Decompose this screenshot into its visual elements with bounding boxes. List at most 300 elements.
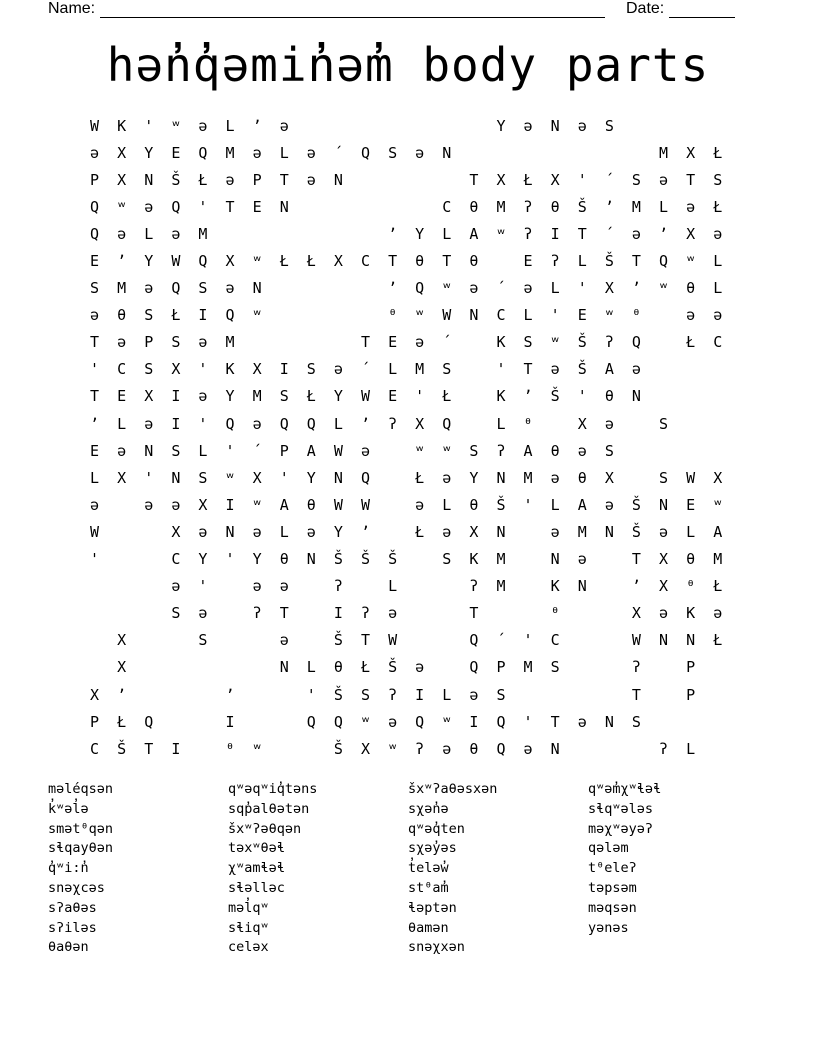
grid-cell[interactable]: ə [144, 197, 154, 216]
grid-cell[interactable]: θ [306, 495, 316, 514]
grid-cell[interactable]: X [171, 360, 181, 379]
grid-cell[interactable] [704, 735, 731, 762]
grid-cell[interactable] [135, 546, 162, 573]
grid-cell[interactable]: N [333, 468, 343, 487]
grid-cell[interactable]: ə [279, 116, 289, 135]
grid-cell[interactable]: N [604, 522, 614, 541]
grid-cell[interactable]: Y [252, 550, 262, 569]
grid-cell[interactable]: ə [577, 441, 587, 460]
grid-cell[interactable]: θ [686, 279, 696, 298]
grid-cell[interactable]: ə [415, 495, 425, 514]
grid-cell[interactable]: Ł [686, 333, 696, 352]
grid-cell[interactable]: E [117, 387, 127, 406]
grid-cell[interactable]: ʔ [659, 739, 669, 758]
grid-cell[interactable]: ə [252, 577, 262, 596]
grid-cell[interactable]: T [523, 360, 533, 379]
grid-cell[interactable] [271, 220, 298, 247]
grid-cell[interactable] [569, 654, 596, 681]
grid-cell[interactable] [216, 220, 243, 247]
grid-cell[interactable]: C [496, 306, 506, 325]
grid-cell[interactable]: ə [306, 522, 316, 541]
grid-cell[interactable] [379, 193, 406, 220]
grid-cell[interactable]: Y [225, 387, 235, 406]
grid-cell[interactable]: S [713, 170, 723, 189]
grid-cell[interactable]: M [496, 197, 506, 216]
grid-cell[interactable]: ' [306, 685, 316, 704]
grid-cell[interactable] [569, 627, 596, 654]
grid-cell[interactable] [650, 654, 677, 681]
grid-cell[interactable]: ə [604, 414, 614, 433]
grid-cell[interactable]: W [388, 631, 398, 650]
grid-cell[interactable] [460, 383, 487, 410]
grid-cell[interactable] [704, 681, 731, 708]
grid-cell[interactable]: S [631, 712, 641, 731]
grid-cell[interactable] [433, 166, 460, 193]
grid-cell[interactable]: ə [198, 116, 208, 135]
grid-cell[interactable] [325, 329, 352, 356]
grid-cell[interactable]: K [496, 387, 506, 406]
grid-cell[interactable]: ə [713, 306, 723, 325]
grid-cell[interactable]: N [225, 522, 235, 541]
grid-cell[interactable]: I [469, 712, 479, 731]
grid-cell[interactable] [352, 166, 379, 193]
grid-cell[interactable] [406, 600, 433, 627]
grid-cell[interactable] [406, 573, 433, 600]
grid-cell[interactable] [81, 573, 108, 600]
grid-cell[interactable]: Y [144, 252, 154, 271]
grid-cell[interactable]: ə [171, 577, 181, 596]
grid-cell[interactable] [542, 139, 569, 166]
grid-cell[interactable]: E [388, 387, 398, 406]
grid-cell[interactable]: ' [523, 712, 533, 731]
grid-cell[interactable]: Š [171, 170, 181, 189]
grid-cell[interactable]: X [117, 631, 127, 650]
grid-cell[interactable] [108, 600, 135, 627]
grid-cell[interactable] [487, 247, 514, 274]
grid-cell[interactable] [460, 410, 487, 437]
grid-cell[interactable]: S [360, 685, 370, 704]
grid-cell[interactable]: ʔ [415, 739, 425, 758]
grid-cell[interactable]: ' [415, 387, 425, 406]
grid-cell[interactable]: Š [333, 739, 343, 758]
grid-cell[interactable]: N [279, 197, 289, 216]
grid-cell[interactable] [596, 627, 623, 654]
grid-cell[interactable] [244, 654, 271, 681]
grid-cell[interactable]: Y [496, 116, 506, 135]
grid-cell[interactable]: A [523, 441, 533, 460]
grid-cell[interactable] [650, 708, 677, 735]
grid-cell[interactable]: ʷ [442, 712, 452, 731]
grid-cell[interactable]: ' [496, 360, 506, 379]
grid-cell[interactable] [406, 546, 433, 573]
grid-cell[interactable]: A [604, 360, 614, 379]
grid-cell[interactable]: ʼ [117, 252, 127, 271]
grid-cell[interactable]: X [686, 224, 696, 243]
grid-cell[interactable]: L [117, 414, 127, 433]
grid-cell[interactable]: ʷ [659, 279, 669, 298]
grid-cell[interactable]: ə [713, 604, 723, 623]
grid-cell[interactable] [189, 708, 216, 735]
grid-cell[interactable]: ´ [252, 441, 262, 460]
grid-cell[interactable] [596, 654, 623, 681]
grid-cell[interactable]: ʔ [252, 604, 262, 623]
grid-cell[interactable]: ʔ [388, 685, 398, 704]
grid-cell[interactable] [650, 356, 677, 383]
grid-cell[interactable]: ʷ [252, 495, 262, 514]
grid-cell[interactable]: S [90, 279, 100, 298]
grid-cell[interactable]: ə [90, 306, 100, 325]
grid-cell[interactable]: ´ [496, 279, 506, 298]
grid-cell[interactable] [108, 518, 135, 545]
grid-cell[interactable]: P [279, 441, 289, 460]
grid-cell[interactable]: Ł [198, 170, 208, 189]
grid-cell[interactable]: S [198, 631, 208, 650]
grid-cell[interactable] [542, 410, 569, 437]
grid-cell[interactable]: X [333, 252, 343, 271]
grid-cell[interactable] [162, 627, 189, 654]
grid-cell[interactable]: Q [415, 712, 425, 731]
grid-cell[interactable]: E [90, 252, 100, 271]
grid-cell[interactable]: ʼ [631, 279, 641, 298]
grid-cell[interactable]: E [523, 252, 533, 271]
grid-cell[interactable]: θ [415, 252, 425, 271]
grid-cell[interactable]: ʷ [415, 441, 425, 460]
grid-cell[interactable]: S [144, 360, 154, 379]
grid-cell[interactable]: S [523, 333, 533, 352]
grid-cell[interactable]: N [496, 522, 506, 541]
grid-cell[interactable]: P [144, 333, 154, 352]
grid-cell[interactable]: ' [198, 197, 208, 216]
grid-cell[interactable]: S [171, 604, 181, 623]
grid-cell[interactable]: ʷ [252, 306, 262, 325]
grid-cell[interactable]: T [631, 252, 641, 271]
grid-cell[interactable]: ' [144, 116, 154, 135]
grid-cell[interactable]: Ł [306, 387, 316, 406]
grid-cell[interactable]: Ł [713, 197, 723, 216]
grid-cell[interactable]: T [90, 387, 100, 406]
grid-cell[interactable]: Y [306, 468, 316, 487]
grid-cell[interactable]: T [279, 170, 289, 189]
grid-cell[interactable]: ' [225, 550, 235, 569]
grid-cell[interactable]: S [198, 468, 208, 487]
grid-cell[interactable]: N [144, 170, 154, 189]
grid-cell[interactable]: ʔ [469, 577, 479, 596]
grid-cell[interactable] [623, 437, 650, 464]
grid-cell[interactable]: P [496, 658, 506, 677]
grid-cell[interactable]: N [442, 143, 452, 162]
grid-cell[interactable] [704, 437, 731, 464]
grid-cell[interactable]: A [306, 441, 316, 460]
grid-cell[interactable]: Q [631, 333, 641, 352]
grid-cell[interactable] [108, 573, 135, 600]
grid-cell[interactable]: ə [550, 468, 560, 487]
grid-cell[interactable] [244, 220, 271, 247]
grid-cell[interactable]: Q [198, 252, 208, 271]
grid-cell[interactable]: ´ [604, 170, 614, 189]
grid-cell[interactable]: Š [333, 685, 343, 704]
grid-cell[interactable]: ʔ [333, 577, 343, 596]
grid-cell[interactable]: X [117, 658, 127, 677]
grid-cell[interactable]: N [306, 550, 316, 569]
grid-cell[interactable]: ə [279, 631, 289, 650]
grid-cell[interactable]: ə [388, 712, 398, 731]
grid-cell[interactable] [569, 735, 596, 762]
grid-cell[interactable] [325, 112, 352, 139]
grid-cell[interactable] [135, 681, 162, 708]
grid-cell[interactable] [460, 356, 487, 383]
grid-cell[interactable]: ʔ [523, 224, 533, 243]
grid-cell[interactable] [379, 464, 406, 491]
grid-cell[interactable]: L [388, 577, 398, 596]
grid-cell[interactable]: Y [333, 522, 343, 541]
grid-cell[interactable]: Q [333, 712, 343, 731]
grid-cell[interactable]: C [171, 550, 181, 569]
grid-cell[interactable] [623, 410, 650, 437]
grid-cell[interactable]: E [388, 333, 398, 352]
grid-cell[interactable]: ə [469, 685, 479, 704]
grid-cell[interactable] [271, 735, 298, 762]
grid-cell[interactable]: L [225, 116, 235, 135]
grid-cell[interactable]: ᶿ [225, 739, 235, 758]
grid-cell[interactable]: ' [198, 577, 208, 596]
grid-cell[interactable]: Š [604, 252, 614, 271]
grid-cell[interactable] [704, 654, 731, 681]
grid-cell[interactable]: N [659, 631, 669, 650]
grid-cell[interactable] [515, 139, 542, 166]
grid-cell[interactable]: T [469, 604, 479, 623]
grid-cell[interactable] [162, 654, 189, 681]
grid-cell[interactable]: ' [577, 170, 587, 189]
grid-cell[interactable]: ʷ [171, 116, 181, 135]
grid-cell[interactable]: ə [252, 143, 262, 162]
grid-cell[interactable]: ʷ [252, 739, 262, 758]
grid-cell[interactable]: S [469, 441, 479, 460]
grid-cell[interactable]: Q [496, 712, 506, 731]
grid-cell[interactable]: T [469, 170, 479, 189]
grid-cell[interactable]: Ł [171, 306, 181, 325]
grid-cell[interactable]: θ [550, 197, 560, 216]
grid-cell[interactable]: X [252, 360, 262, 379]
grid-cell[interactable]: T [90, 333, 100, 352]
grid-cell[interactable] [298, 573, 325, 600]
grid-cell[interactable]: P [252, 170, 262, 189]
grid-cell[interactable]: L [442, 495, 452, 514]
grid-cell[interactable]: Ł [713, 577, 723, 596]
grid-cell[interactable]: A [469, 224, 479, 243]
grid-cell[interactable]: ə [252, 522, 262, 541]
grid-cell[interactable]: ə [686, 197, 696, 216]
grid-cell[interactable]: X [577, 414, 587, 433]
grid-cell[interactable]: ʷ [117, 197, 127, 216]
grid-cell[interactable]: I [550, 224, 560, 243]
grid-cell[interactable]: A [279, 495, 289, 514]
grid-cell[interactable]: Q [144, 712, 154, 731]
grid-cell[interactable]: P [90, 170, 100, 189]
grid-cell[interactable]: K [686, 604, 696, 623]
grid-cell[interactable]: ʔ [631, 658, 641, 677]
grid-cell[interactable]: X [117, 468, 127, 487]
grid-cell[interactable]: X [713, 468, 723, 487]
grid-cell[interactable]: ə [550, 522, 560, 541]
grid-cell[interactable] [325, 220, 352, 247]
grid-cell[interactable]: ' [144, 468, 154, 487]
grid-cell[interactable]: T [279, 604, 289, 623]
grid-cell[interactable] [298, 329, 325, 356]
grid-cell[interactable] [542, 681, 569, 708]
grid-cell[interactable]: ' [198, 360, 208, 379]
grid-cell[interactable]: Q [198, 143, 208, 162]
grid-cell[interactable]: E [577, 306, 587, 325]
grid-cell[interactable]: Q [225, 306, 235, 325]
grid-cell[interactable] [189, 681, 216, 708]
grid-cell[interactable]: Ł [442, 387, 452, 406]
grid-cell[interactable]: L [90, 468, 100, 487]
grid-cell[interactable] [677, 410, 704, 437]
grid-cell[interactable] [298, 220, 325, 247]
grid-cell[interactable]: ´ [496, 631, 506, 650]
grid-cell[interactable]: ʔ [550, 252, 560, 271]
grid-cell[interactable]: Q [90, 197, 100, 216]
grid-cell[interactable]: N [496, 468, 506, 487]
grid-cell[interactable]: θ [117, 306, 127, 325]
grid-cell[interactable]: X [496, 170, 506, 189]
grid-cell[interactable] [596, 546, 623, 573]
grid-cell[interactable]: ə [523, 739, 533, 758]
grid-cell[interactable]: Y [469, 468, 479, 487]
grid-cell[interactable]: Š [117, 739, 127, 758]
grid-cell[interactable]: θ [577, 468, 587, 487]
grid-cell[interactable]: ə [577, 550, 587, 569]
grid-cell[interactable]: P [686, 658, 696, 677]
grid-cell[interactable] [352, 220, 379, 247]
grid-cell[interactable]: ´ [604, 224, 614, 243]
grid-cell[interactable] [298, 302, 325, 329]
grid-cell[interactable]: ə [713, 224, 723, 243]
grid-cell[interactable]: ʼ [225, 685, 235, 704]
grid-cell[interactable]: ʷ [550, 333, 560, 352]
grid-cell[interactable]: ə [306, 143, 316, 162]
grid-cell[interactable]: Ł [523, 170, 533, 189]
grid-cell[interactable]: W [360, 495, 370, 514]
grid-cell[interactable]: ə [144, 414, 154, 433]
grid-cell[interactable]: ʷ [496, 224, 506, 243]
grid-cell[interactable] [515, 600, 542, 627]
grid-cell[interactable]: ʔ [496, 441, 506, 460]
grid-cell[interactable]: L [550, 495, 560, 514]
grid-cell[interactable]: Q [415, 279, 425, 298]
grid-cell[interactable]: ə [333, 360, 343, 379]
grid-cell[interactable] [298, 112, 325, 139]
grid-cell[interactable] [433, 112, 460, 139]
grid-cell[interactable]: θ [469, 252, 479, 271]
grid-cell[interactable]: ʼ [90, 414, 100, 433]
grid-cell[interactable]: W [442, 306, 452, 325]
grid-cell[interactable]: X [659, 550, 669, 569]
grid-cell[interactable]: I [198, 306, 208, 325]
grid-cell[interactable]: ' [279, 468, 289, 487]
grid-cell[interactable] [515, 518, 542, 545]
grid-cell[interactable]: L [713, 279, 723, 298]
grid-cell[interactable] [81, 654, 108, 681]
grid-cell[interactable]: M [252, 387, 262, 406]
grid-cell[interactable] [189, 735, 216, 762]
grid-cell[interactable]: ʷ [713, 495, 723, 514]
grid-cell[interactable]: M [523, 658, 533, 677]
grid-cell[interactable] [406, 112, 433, 139]
grid-cell[interactable]: Y [144, 143, 154, 162]
grid-cell[interactable]: M [415, 360, 425, 379]
grid-cell[interactable] [569, 600, 596, 627]
grid-cell[interactable]: S [171, 441, 181, 460]
grid-cell[interactable] [271, 329, 298, 356]
grid-cell[interactable]: N [604, 712, 614, 731]
grid-cell[interactable]: ʷ [252, 252, 262, 271]
grid-cell[interactable] [650, 681, 677, 708]
grid-cell[interactable] [596, 139, 623, 166]
grid-cell[interactable]: Š [631, 522, 641, 541]
grid-cell[interactable]: Ł [713, 631, 723, 650]
grid-cell[interactable]: X [225, 252, 235, 271]
grid-cell[interactable]: S [279, 387, 289, 406]
grid-cell[interactable]: N [686, 631, 696, 650]
grid-cell[interactable]: S [198, 279, 208, 298]
grid-cell[interactable]: P [90, 712, 100, 731]
grid-cell[interactable] [515, 573, 542, 600]
grid-cell[interactable]: ə [117, 224, 127, 243]
grid-cell[interactable]: W [171, 252, 181, 271]
grid-cell[interactable]: L [333, 414, 343, 433]
grid-cell[interactable] [596, 735, 623, 762]
grid-cell[interactable] [677, 437, 704, 464]
grid-cell[interactable]: Q [360, 468, 370, 487]
grid-cell[interactable]: ʼ [388, 279, 398, 298]
grid-cell[interactable]: ʼ [252, 116, 262, 135]
grid-cell[interactable]: Ł [117, 712, 127, 731]
grid-cell[interactable]: ə [388, 604, 398, 623]
grid-cell[interactable]: I [171, 414, 181, 433]
grid-cell[interactable] [487, 600, 514, 627]
grid-cell[interactable]: E [252, 197, 262, 216]
grid-cell[interactable]: I [225, 712, 235, 731]
grid-cell[interactable]: M [631, 197, 641, 216]
grid-cell[interactable] [515, 546, 542, 573]
grid-cell[interactable]: Ł [415, 522, 425, 541]
grid-cell[interactable] [650, 383, 677, 410]
grid-cell[interactable]: ə [415, 143, 425, 162]
grid-cell[interactable]: ə [631, 224, 641, 243]
grid-cell[interactable]: ə [279, 577, 289, 596]
grid-cell[interactable]: ʼ [360, 522, 370, 541]
grid-cell[interactable]: X [117, 143, 127, 162]
grid-cell[interactable]: S [604, 116, 614, 135]
grid-cell[interactable]: ə [225, 170, 235, 189]
grid-cell[interactable]: X [604, 468, 614, 487]
grid-cell[interactable] [135, 600, 162, 627]
grid-cell[interactable]: N [550, 550, 560, 569]
grid-cell[interactable] [704, 356, 731, 383]
grid-cell[interactable]: T [550, 712, 560, 731]
grid-cell[interactable]: ʼ [604, 197, 614, 216]
grid-cell[interactable]: N [659, 495, 669, 514]
grid-cell[interactable]: θ [469, 739, 479, 758]
grid-cell[interactable]: Q [171, 279, 181, 298]
grid-cell[interactable]: ə [198, 522, 208, 541]
grid-cell[interactable]: ə [306, 170, 316, 189]
grid-cell[interactable]: M [659, 143, 669, 162]
grid-cell[interactable]: L [442, 224, 452, 243]
grid-cell[interactable]: T [225, 197, 235, 216]
grid-cell[interactable] [596, 600, 623, 627]
